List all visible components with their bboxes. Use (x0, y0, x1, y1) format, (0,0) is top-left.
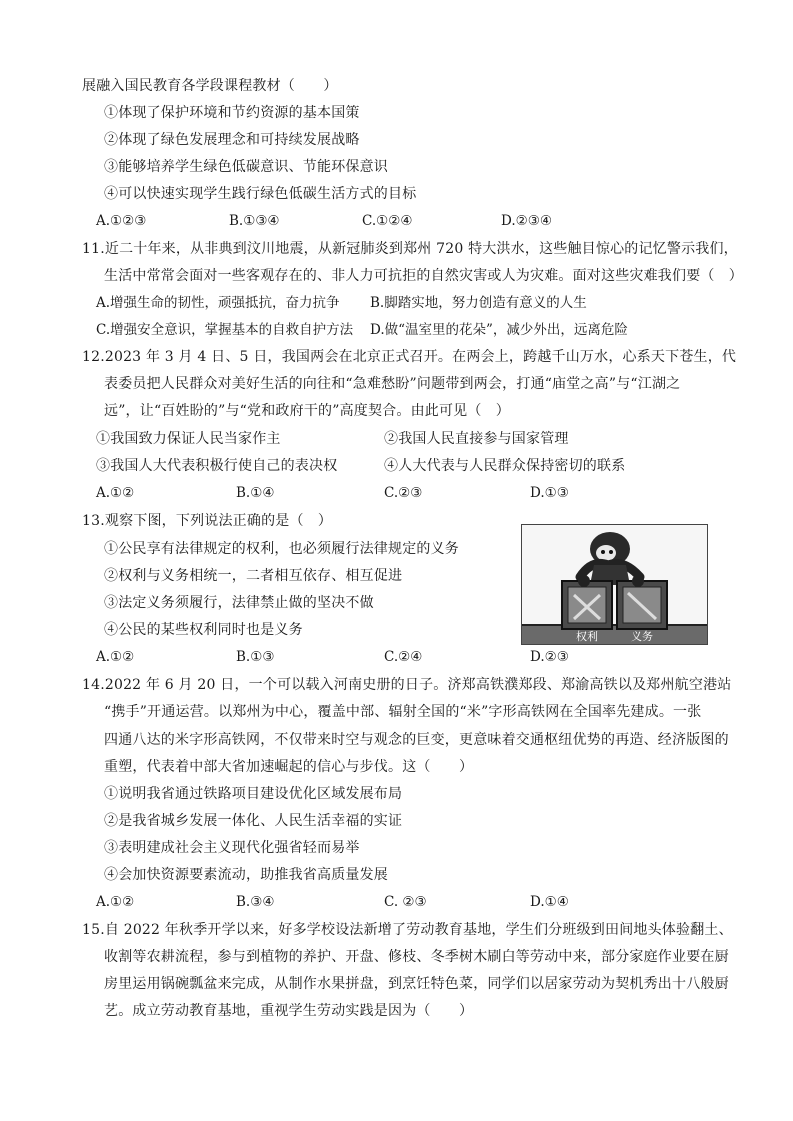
q14-item-4: ④会加快资源要素流动，助推我省高质量发展 (104, 867, 388, 883)
q13-option-d: D.②③ (530, 649, 569, 665)
q10-item-4: ④可以快速实现学生践行绿色低碳生活方式的目标 (104, 186, 417, 202)
q14-stem-line-1: 14.2022 年 6 月 20 日，一个可以载入河南史册的日子。济郑高铁濮郑段、郑渝高铁以及郑州航空港站 (82, 677, 732, 693)
q10-stem-continuation: 展融入国民教育各学段课程教材（ ） (82, 78, 338, 94)
q10-item-3: ③能够培养学生绿色低碳意识、节能环保意识 (104, 159, 388, 175)
q14-item-1: ①说明我省通过铁路项目建设优化区域发展布局 (104, 786, 403, 802)
cartoon-label-rights: 权利 (576, 630, 598, 643)
q13-item-1: ①公民享有法律规定的权利，也必须履行法律规定的义务 (104, 541, 459, 557)
q14-option-d: D.①④ (530, 894, 569, 910)
q10-item-1: ①体现了保护环境和节约资源的基本国策 (104, 105, 360, 121)
q13-option-a: A.①② (96, 649, 135, 665)
q12-item-2: ②我国人民直接参与国家管理 (384, 431, 569, 447)
q10-item-2: ②体现了绿色发展理念和可持续发展战略 (104, 132, 360, 148)
q13-stem: 13.观察下图，下列说法正确的是（ ） (82, 513, 333, 529)
q12-stem-line-3: 远”，让“百姓盼的”与“党和政府干的”高度契合。由此可见（ ） (104, 403, 510, 419)
q15-stem-line-2: 收割等农耕流程，参与到植物的养护、开盘、修枝、冬季树木刷白等劳动中来，部分家庭作业要在厨 (104, 949, 729, 965)
cartoon-label-duties: 义务 (631, 630, 653, 643)
q14-option-a: A.①② (96, 894, 135, 910)
q14-stem-line-2: “携手”开通运营。以郑州为中心，覆盖中部、辐射全国的“米”字形高铁网在全国率先建成。一张 (104, 704, 702, 720)
q11-option-a: A.增强生命的韧性，顽强抵抗，奋力抗争 (96, 295, 340, 311)
q10-option-c: C.①②④ (362, 213, 413, 229)
q11-option-d: D.做“温室里的花朵”，减少外出，远离危险 (370, 322, 628, 338)
q11-stem-line-2: 生活中常常会面对一些客观存在的、非人力可抗拒的自然灾害或人为灾难。面对这些灾难我们要（ ） (104, 268, 743, 284)
q12-option-a: A.①② (96, 485, 135, 501)
q12-option-c: C.②③ (384, 485, 423, 501)
q12-option-d: D.①③ (530, 485, 569, 501)
q12-item-1: ①我国致力保证人民当家作主 (96, 431, 281, 447)
q13-option-b: B.①③ (236, 649, 275, 665)
q12-option-b: B.①④ (236, 485, 275, 501)
q15-stem-line-3: 房里运用锅碗瓢盆来完成，从制作水果拼盘，到烹饪特色菜，同学们以居家劳动为契机秀出十八般厨 (104, 976, 729, 992)
q14-stem-line-3: 四通八达的米字形高铁网，不仅带来时空与观念的巨变，更意味着交通枢纽优势的再造、经济版图的 (104, 732, 729, 748)
q14-item-2: ②是我省城乡发展一体化、人民生活幸福的实证 (104, 813, 403, 829)
q10-option-b: B.①③④ (229, 213, 280, 229)
q15-stem-line-1: 15.自 2022 年秋季开学以来，好多学校设法新增了劳动教育基地，学生们分班级到田间地头体验翻土、 (82, 922, 733, 938)
q14-option-c: C. ②③ (384, 894, 427, 910)
rights-duties-cartoon (521, 524, 708, 645)
q11-option-c: C.增强安全意识，掌握基本的自救自护方法 (96, 322, 354, 338)
q12-stem-line-1: 12.2023 年 3 月 4 日、5 日，我国两会在北京正式召开。在两会上，跨越千山万水，心系天下苍生，代 (82, 349, 737, 365)
q13-item-4: ④公民的某些权利同时也是义务 (104, 622, 303, 638)
q14-option-b: B.③④ (236, 894, 275, 910)
q11-stem-line-1: 11.近二十年来，从非典到汶川地震，从新冠肺炎到郑州 720 特大洪水，这些触目惊心的记忆警示我们， (82, 241, 738, 257)
q13-item-2: ②权利与义务相统一，二者相互依存、相互促进 (104, 568, 403, 584)
q14-item-3: ③表明建成社会主义现代化强省轻而易举 (104, 840, 360, 856)
q10-option-a: A.①②③ (96, 213, 147, 229)
q13-item-3: ③法定义务须履行，法律禁止做的坚决不做 (104, 595, 374, 611)
q15-stem-line-4: 艺。成立劳动教育基地，重视学生劳动实践是因为（ ） (104, 1003, 474, 1019)
q13-option-c: C.②④ (384, 649, 423, 665)
q12-item-4: ④人大代表与人民群众保持密切的联系 (384, 458, 626, 474)
q12-stem-line-2: 表委员把人民群众对美好生活的向往和“急难愁盼”问题带到两会，打通“庙堂之高”与“江湖之 (104, 376, 681, 392)
cartoon-illustration (522, 525, 707, 644)
q14-stem-line-4: 重塑，代表着中部大省加速崛起的信心与步伐。这（ ） (104, 759, 474, 775)
q11-option-b: B.脚踏实地，努力创造有意义的人生 (370, 295, 587, 311)
q10-option-d: D.②③④ (501, 213, 552, 229)
q12-item-3: ③我国人大代表积极行使自己的表决权 (96, 458, 338, 474)
